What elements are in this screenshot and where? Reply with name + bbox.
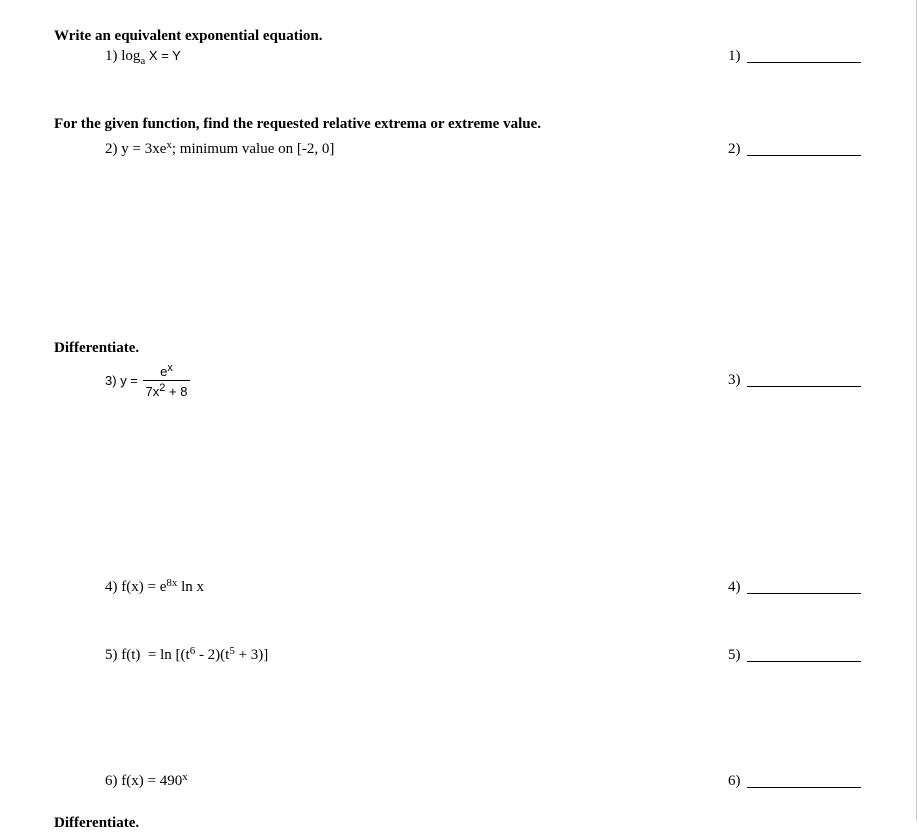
problem-number: 6) xyxy=(105,773,118,789)
problem-number: 1) xyxy=(105,48,118,64)
page-edge xyxy=(916,0,917,821)
answer-blank[interactable] xyxy=(747,62,861,63)
answer-3 xyxy=(728,372,861,389)
answer-1 xyxy=(728,48,861,65)
answer-label: 3) xyxy=(728,372,741,388)
answer-blank[interactable] xyxy=(747,787,861,788)
answer-label: 6) xyxy=(728,773,741,789)
problem-2 xyxy=(105,141,334,158)
answer-blank[interactable] xyxy=(747,155,861,156)
answer-blank[interactable] xyxy=(747,593,861,594)
superscript: 2 xyxy=(159,382,166,394)
answer-6 xyxy=(728,773,861,790)
answer-label: 2) xyxy=(728,141,741,157)
section-heading-differentiate-cut: Differentiate. xyxy=(54,815,140,831)
problem-number: 3) xyxy=(105,372,117,388)
problem-3 xyxy=(105,364,187,399)
subscript: a xyxy=(140,55,146,67)
denominator xyxy=(146,381,188,399)
section-heading-differentiate: Differentiate. xyxy=(54,340,140,356)
problem-number: 2) xyxy=(105,141,118,157)
fraction xyxy=(146,364,188,399)
problem-text: y = xyxy=(120,372,138,388)
problem-6 xyxy=(105,773,188,790)
problem-text: log xyxy=(121,48,141,64)
answer-blank[interactable] xyxy=(747,661,861,662)
superscript: 5 xyxy=(229,645,235,657)
answer-5 xyxy=(728,647,861,664)
section-heading-extrema: For the given function, find the requested relative extrema or extreme value. xyxy=(54,116,541,132)
numerator-base: e xyxy=(160,364,168,379)
answer-blank[interactable] xyxy=(747,386,861,387)
denominator-text: + 8 xyxy=(165,384,188,399)
problem-text: f(x) = 490 xyxy=(121,773,183,789)
superscript: x xyxy=(182,771,188,783)
answer-label: 4) xyxy=(728,579,741,595)
section-heading-exponential: Write an equivalent exponential equation. xyxy=(54,28,323,44)
problem-text: f(t) = ln [(t xyxy=(121,647,190,663)
denominator-text: 7x xyxy=(145,384,160,399)
answer-label: 5) xyxy=(728,647,741,663)
answer-4 xyxy=(728,579,861,596)
problem-text: - 2)(t xyxy=(195,647,230,663)
answer-label: 1) xyxy=(728,48,741,64)
problem-text: ; minimum value on [-2, 0] xyxy=(171,141,335,157)
problem-text: f(x) = e xyxy=(121,579,167,595)
answer-2 xyxy=(728,141,861,158)
numerator xyxy=(143,364,191,381)
superscript: x xyxy=(166,139,172,151)
superscript: 6 xyxy=(189,645,196,657)
problem-number: 4) xyxy=(105,579,118,595)
problem-4 xyxy=(105,579,204,596)
problem-text: X = Y xyxy=(145,48,181,63)
problem-number: 5) xyxy=(105,647,118,663)
superscript: 8x xyxy=(166,577,178,589)
problem-text: ln x xyxy=(177,579,205,595)
problem-text: + 3)] xyxy=(234,647,269,663)
problem-text: y = 3xe xyxy=(121,141,167,157)
superscript: x xyxy=(167,362,173,374)
problem-5 xyxy=(105,647,268,664)
problem-1 xyxy=(105,48,181,65)
